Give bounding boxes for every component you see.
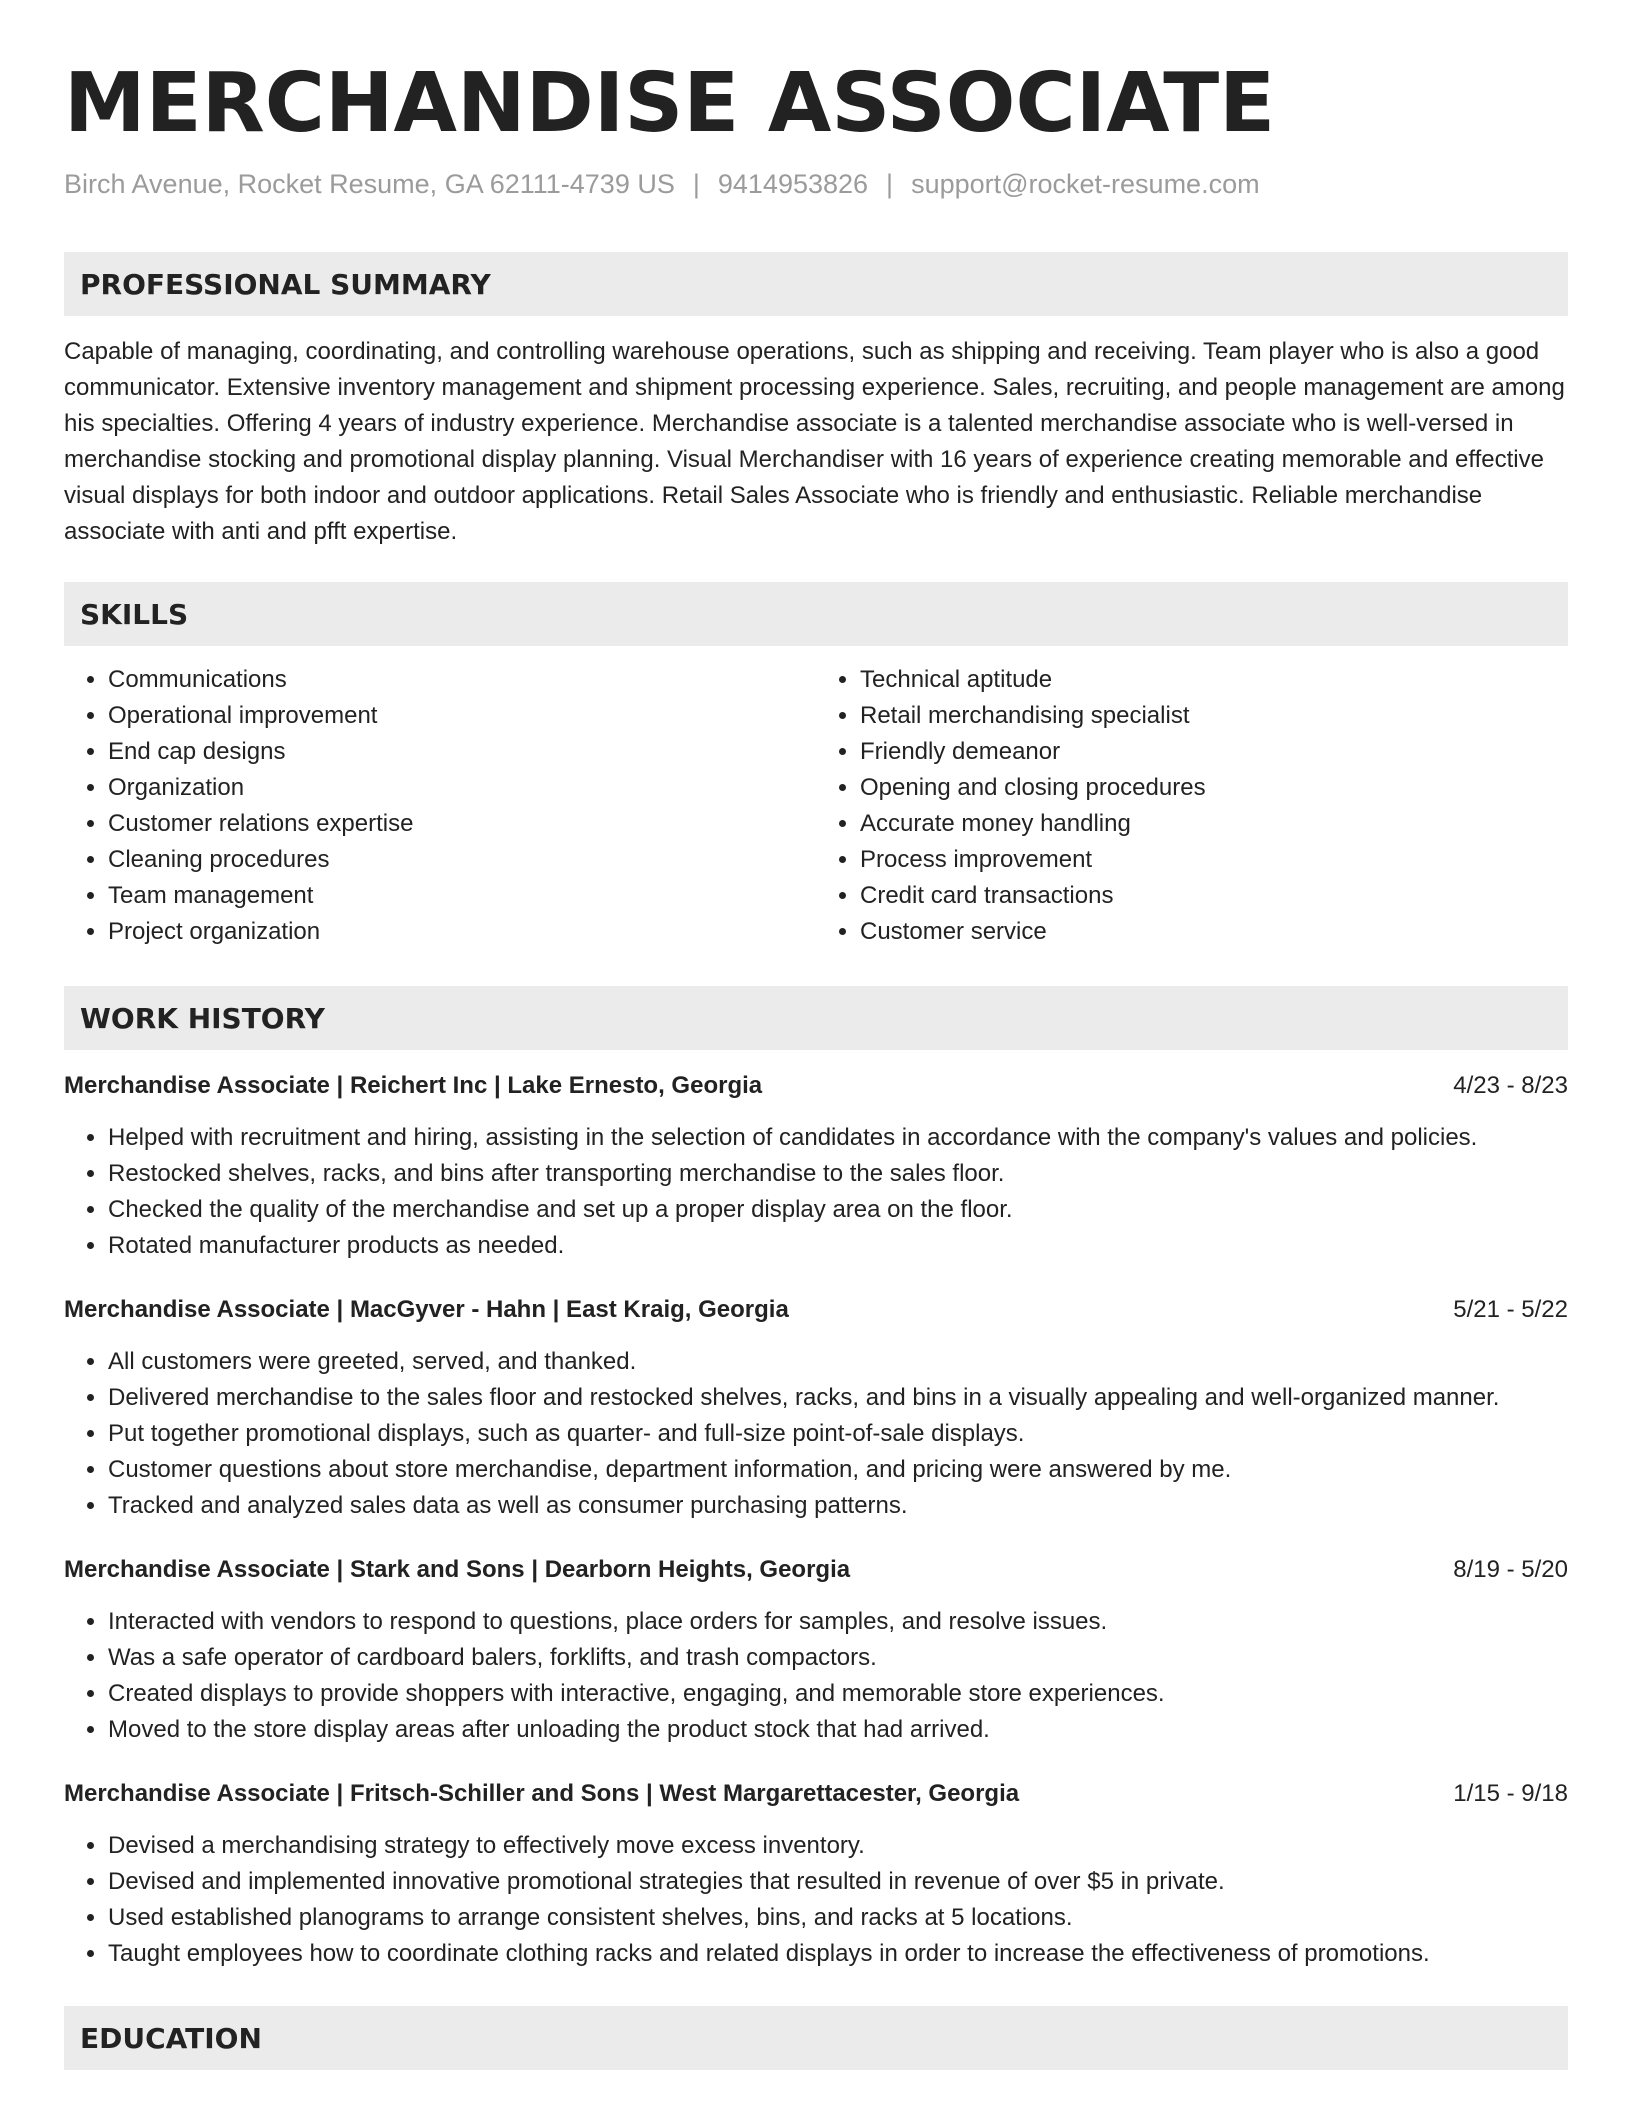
- job-bullets: [64, 1344, 1568, 1524]
- contact-separator: |: [886, 169, 894, 199]
- job-header: [64, 1068, 1568, 1104]
- skills-list-left: [64, 662, 816, 950]
- job-bullets: [64, 1604, 1568, 1748]
- job-bullet: • Devised a merchandising strategy to effectively move excess inventory.: [108, 1828, 1568, 1864]
- contact-separator: |: [692, 169, 700, 199]
- job-bullets: [64, 1828, 1568, 1972]
- skill-item: • Cleaning procedures: [108, 842, 816, 878]
- job-bullet: • Used established planograms to arrange consistent shelves, bins, and racks at 5 locations.: [108, 1900, 1568, 1936]
- summary-text: Capable of managing, coordinating, and controlling warehouse operations, such as shipping and receiving. Team player who is also a good communicator. Extensive inventory management and shipment processing experience. Sales, recruiting, and people management are among his specialties. Offering 4 years of industry experience. Merchandise associate is a talented merchandise associate who is well-versed in merchandise stocking and promotional display planning. Visual Merchandiser with 16 years of experience creating memorable and effective visual displays for both indoor and outdoor applications. Retail Sales Associate who is friendly and enthusiastic. Reliable merchandise associate with anti and pfft expertise.: [64, 338, 1565, 545]
- job-header: [64, 1292, 1568, 1328]
- contact-address: Birch Avenue, Rocket Resume, GA 62111-4739 US: [64, 169, 675, 199]
- contact-phone: 9414953826: [717, 169, 869, 199]
- job-entry: [64, 1292, 1568, 1524]
- skill-item: • Retail merchandising specialist: [860, 698, 1568, 734]
- skill-item: • Credit card transactions: [860, 878, 1568, 914]
- job-dates: 8/19 - 5/20: [1453, 1556, 1568, 1583]
- job-dates: 1/15 - 9/18: [1453, 1780, 1568, 1807]
- skill-item: • Team management: [108, 878, 816, 914]
- job-bullet: • All customers were greeted, served, and thanked.: [108, 1344, 1568, 1380]
- skill-item: • Project organization: [108, 914, 816, 950]
- job-title: Merchandise Associate | MacGyver - Hahn | East Kraig, Georgia: [64, 1296, 789, 1323]
- skill-item: • Organization: [108, 770, 816, 806]
- job-entry: [64, 1552, 1568, 1748]
- job-entry: [64, 1068, 1568, 1264]
- skill-item: • Communications: [108, 662, 816, 698]
- job-bullet: • Checked the quality of the merchandise and set up a proper display area on the floor.: [108, 1192, 1568, 1228]
- job-entry: [64, 1776, 1568, 1972]
- skills-list-right: [816, 662, 1568, 950]
- skill-item: • Technical aptitude: [860, 662, 1568, 698]
- job-bullet: • Delivered merchandise to the sales floor and restocked shelves, racks, and bins in a visually appealing and well-organized manner.: [108, 1380, 1568, 1416]
- job-title: Merchandise Associate | Fritsch-Schiller and Sons | West Margarettacester, Georgia: [64, 1780, 1020, 1807]
- job-bullet: • Rotated manufacturer products as needed.: [108, 1228, 1568, 1264]
- section-heading-skills: SKILLS: [64, 582, 1568, 646]
- job-bullet: • Helped with recruitment and hiring, assisting in the selection of candidates in accordance with the company's values and policies.: [108, 1120, 1568, 1156]
- job-title: Merchandise Associate | Reichert Inc | Lake Ernesto, Georgia: [64, 1072, 763, 1099]
- skill-item: • Process improvement: [860, 842, 1568, 878]
- skill-item: • Customer relations expertise: [108, 806, 816, 842]
- contact-email: support@rocket-resume.com: [911, 169, 1260, 199]
- job-bullet: • Moved to the store display areas after unloading the product stock that had arrived.: [108, 1712, 1568, 1748]
- skill-item: • Customer service: [860, 914, 1568, 950]
- job-dates: 4/23 - 8/23: [1453, 1072, 1568, 1099]
- job-bullet: • Devised and implemented innovative promotional strategies that resulted in revenue of over $5 in private.: [108, 1864, 1568, 1900]
- job-bullet: • Tracked and analyzed sales data as well as consumer purchasing patterns.: [108, 1488, 1568, 1524]
- job-bullets: [64, 1120, 1568, 1264]
- job-title: Merchandise Associate | Stark and Sons | Dearborn Heights, Georgia: [64, 1556, 851, 1583]
- job-bullet: • Created displays to provide shoppers with interactive, engaging, and memorable store experiences.: [108, 1676, 1568, 1712]
- skills-columns: [64, 662, 1568, 950]
- job-header: [64, 1552, 1568, 1588]
- section-heading-work-history: WORK HISTORY: [64, 986, 1568, 1050]
- job-dates: 5/21 - 5/22: [1453, 1296, 1568, 1323]
- job-bullet: • Customer questions about store merchandise, department information, and pricing were answered by me.: [108, 1452, 1568, 1488]
- section-heading-education: EDUCATION: [64, 2006, 1568, 2070]
- job-bullet: • Put together promotional displays, such as quarter- and full-size point-of-sale displays.: [108, 1416, 1568, 1452]
- job-bullet: • Restocked shelves, racks, and bins after transporting merchandise to the sales floor.: [108, 1156, 1568, 1192]
- job-header: [64, 1776, 1568, 1812]
- candidate-name: MERCHANDISE ASSOCIATE: [64, 56, 1276, 151]
- skill-item: • Opening and closing procedures: [860, 770, 1568, 806]
- job-bullet: • Taught employees how to coordinate clothing racks and related displays in order to increase the effectiveness of promotions.: [108, 1936, 1568, 1972]
- job-bullet: • Was a safe operator of cardboard balers, forklifts, and trash compactors.: [108, 1640, 1568, 1676]
- contact-line: [64, 166, 1568, 202]
- skill-item: • End cap designs: [108, 734, 816, 770]
- job-bullet: • Interacted with vendors to respond to questions, place orders for samples, and resolve issues.: [108, 1604, 1568, 1640]
- skill-item: • Accurate money handling: [860, 806, 1568, 842]
- skill-item: • Operational improvement: [108, 698, 816, 734]
- skill-item: • Friendly demeanor: [860, 734, 1568, 770]
- section-heading-summary: PROFESSIONAL SUMMARY: [64, 252, 1568, 316]
